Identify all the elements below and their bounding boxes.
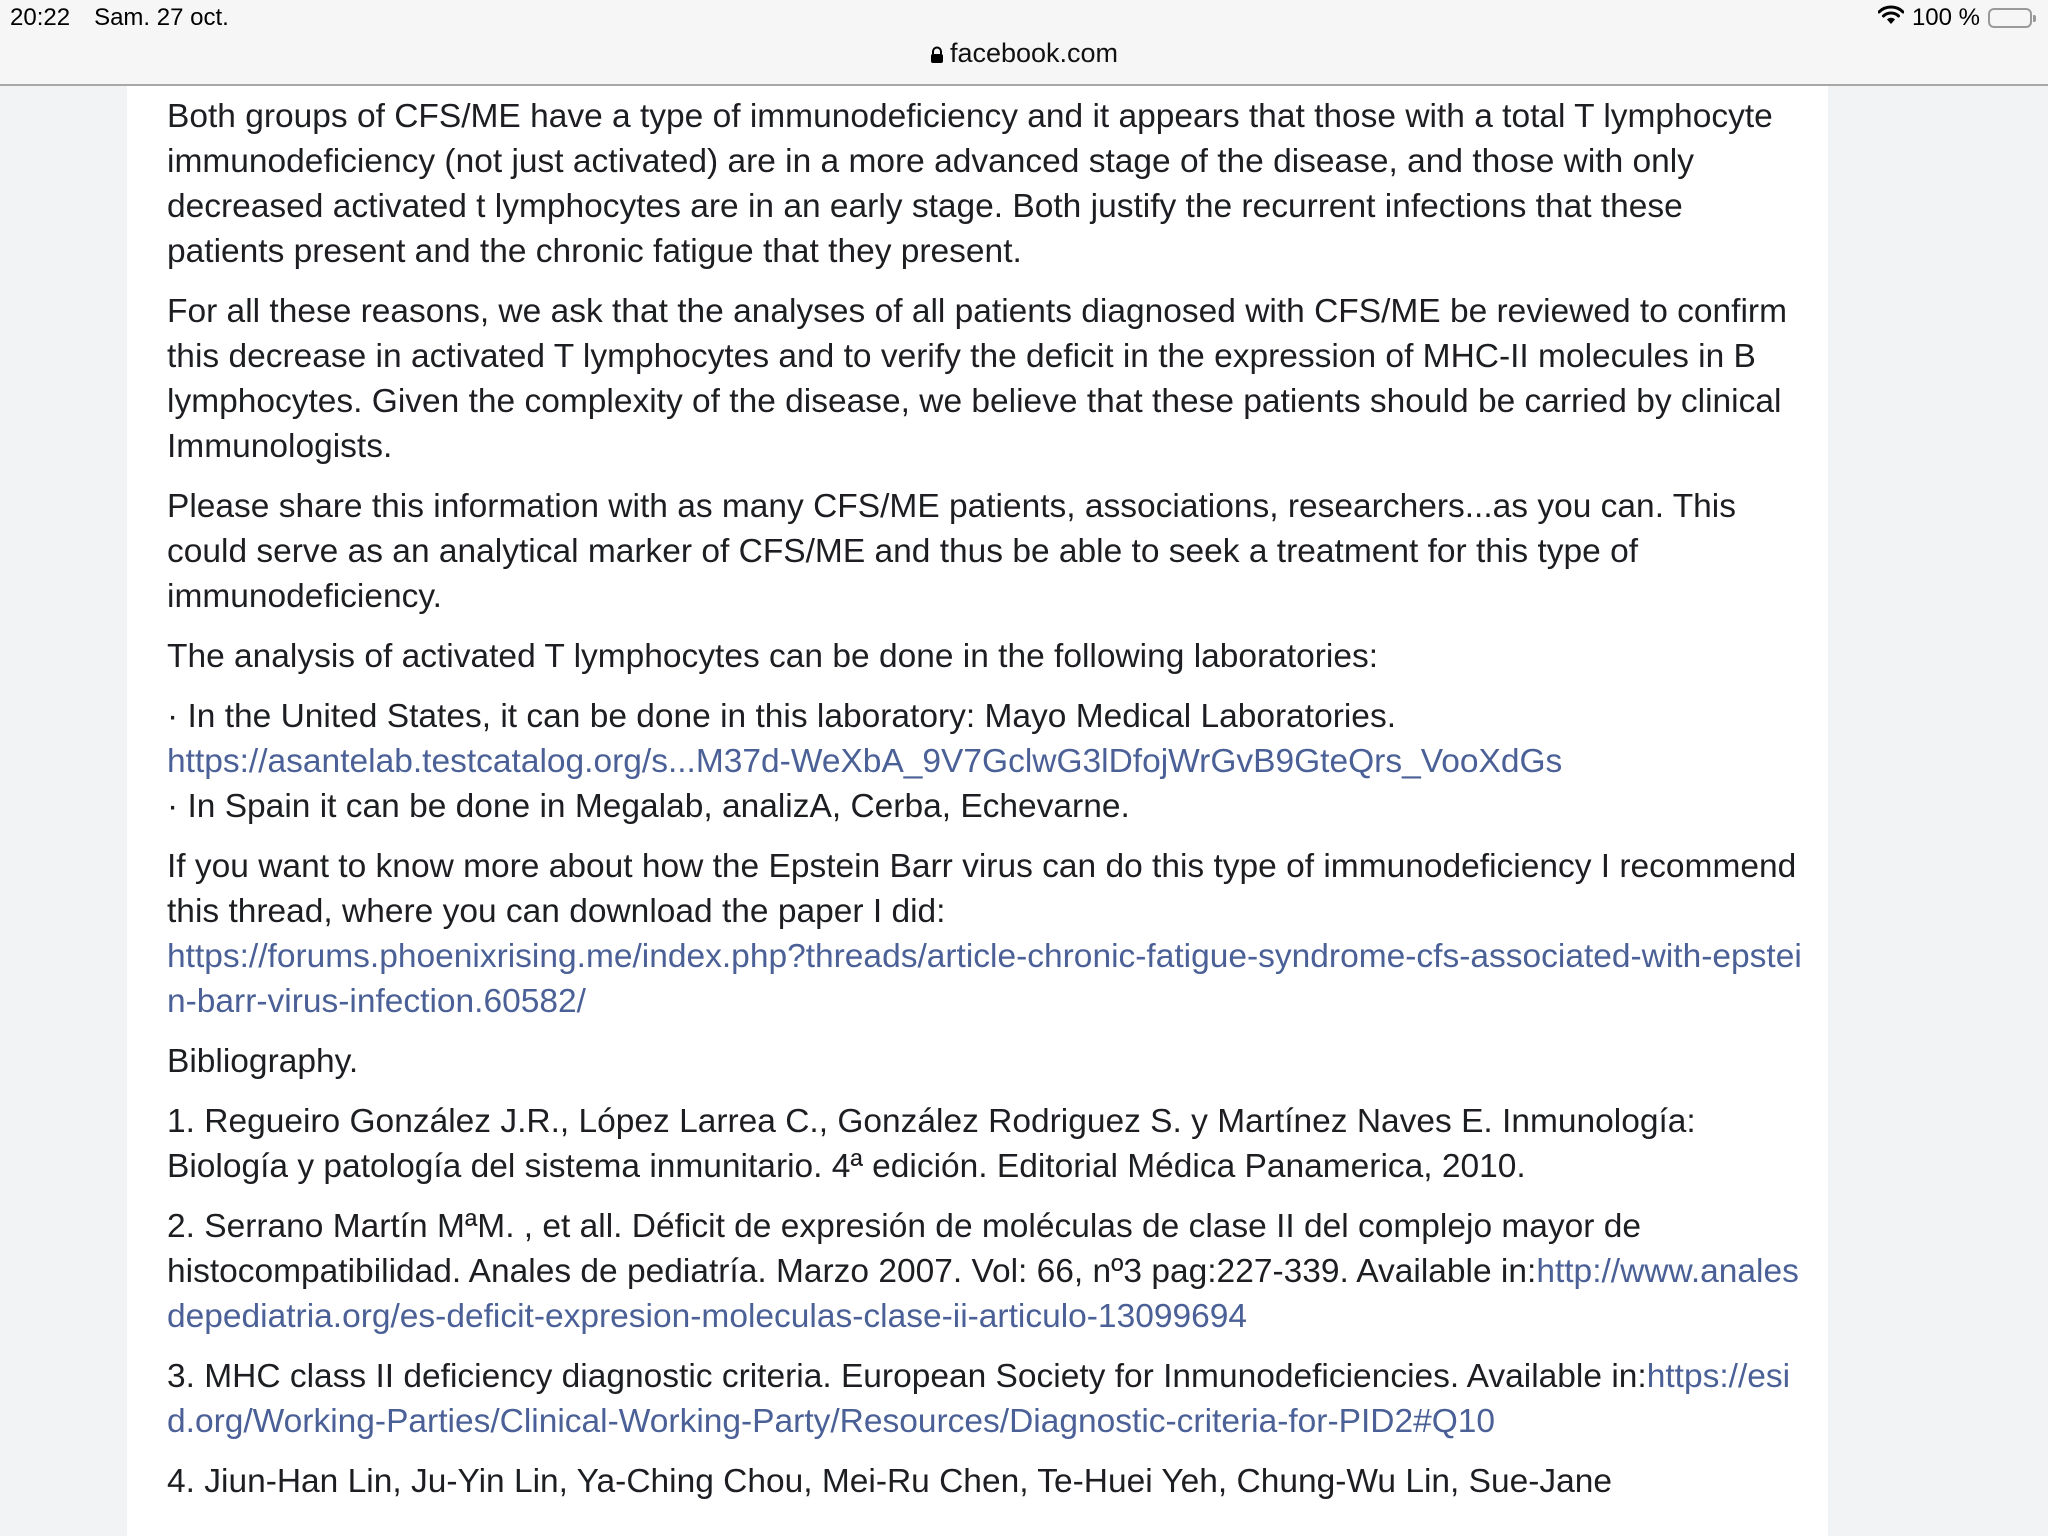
post-content <box>167 94 1807 1519</box>
bibliography-heading: Bibliography. <box>167 1043 359 1080</box>
paragraph-ebv-thread <box>167 844 1807 1024</box>
bibliography-link[interactable]: http://www.analesdepediatria.org/es-deficit-expresion-moleculas-clase-ii-articulo-13099694 <box>167 1253 1799 1335</box>
address-bar[interactable] <box>0 38 2048 71</box>
bibliography-text: 2. Serrano Martín MªM. , et all. Déficit de expresión de moléculas de clase II del complejo mayor de histocompatibilidad. Anales de pediatría. Marzo 2007. Vol: 66, nº3 pag:227-339. Available <box>167 1208 1642 1290</box>
paragraph-review-request: For all these reasons, we ask that the analyses of all patients diagnosed with CFS/ME be reviewed to confirm this decrease in activated T lymphocytes and to verify the deficit in the expression of MHC-II molecules in B lymphocytes. Given the complexity of the disease, we believe that these patients should be carried by clinical Immunologists. <box>167 293 1787 465</box>
bibliography-item <box>167 1099 1807 1189</box>
ebv-text: If you want to know more about how the Epstein Barr virus can do this type of immunodeficiency I recommend this thread, where you can download the paper I did: <box>167 848 1797 930</box>
paragraph-share-request: Please share this information with as many CFS/ME patients, associations, researchers...as you can. This could serve as an analytical marker of CFS/ME and thus be able to seek a treatment for this type of immunodeficiency. <box>167 488 1736 615</box>
bibliography-item <box>167 1459 1807 1504</box>
bibliography-link[interactable]: https://esid.org/Working-Parties/Clinical-Working-Party/Resources/Diagnostic-criteria-for-PID2#Q10 <box>167 1358 1791 1440</box>
battery-percent: 100 % <box>1911 4 1980 31</box>
battery-icon <box>1988 8 2032 28</box>
ebv-thread-link[interactable]: https://forums.phoenixrising.me/index.php?threads/article-chronic-fatigue-syndrome-cfs-associated-with-epstein-barr-virus-infection.60582/ <box>167 938 1802 1020</box>
bibliography-prefix: in: <box>1500 1253 1537 1290</box>
browser-top-bar <box>0 0 2048 86</box>
status-bar-left <box>10 4 229 32</box>
lab-us-text: · In the United States, it can be done in this laboratory: Mayo Medical Laboratories. <box>167 698 1396 735</box>
lab-spain-text: · In Spain it can be done in Megalab, analizA, Cerba, Echevarne. <box>167 788 1130 825</box>
status-bar-right <box>1878 4 2036 32</box>
bibliography-text: 1. Regueiro González J.R., López Larrea C., González Rodriguez S. y Martínez Naves E. Inmunología: Biología y patología del sistema inmunitario. 4ª edición. Editorial Médica Panamerica, 2010. <box>167 1103 1696 1185</box>
wifi-icon <box>1878 4 1904 32</box>
lock-icon <box>930 40 944 71</box>
laboratories-list <box>167 694 1807 829</box>
bibliography-item <box>167 1354 1807 1444</box>
url-domain: facebook.com <box>949 38 1119 68</box>
paragraph-immunodeficiency-groups: Both groups of CFS/ME have a type of immunodeficiency and it appears that those with a total T lymphocyte immunodeficiency (not just activated) are in a more advanced stage of the disease, and those with only decreased activated t lymphocytes are in an early stage. Both justify the recurrent infections that these patients present and the chronic fatigue that they present. <box>167 98 1773 270</box>
post-card <box>127 86 1828 1536</box>
status-time: 20:22 <box>10 4 71 31</box>
lab-us-link[interactable]: https://asantelab.testcatalog.org/s...M37d-WeXbA_9V7GclwG3lDfojWrGvB9GteQrs_VooXdGs <box>167 743 1563 780</box>
bibliography-text: 4. Jiun-Han Lin, Ju-Yin Lin, Ya-Ching Chou, Mei-Ru Chen, Te-Huei Yeh, Chung-Wu Lin, Sue-Jane <box>167 1463 1613 1500</box>
bibliography-item <box>167 1204 1807 1339</box>
paragraph-laboratories-intro: The analysis of activated T lymphocytes can be done in the following laboratories: <box>167 638 1379 675</box>
bibliography-prefix: in: <box>1611 1358 1647 1395</box>
status-date: Sam. 27 oct. <box>94 4 229 31</box>
bibliography-text: 3. MHC class II deficiency diagnostic criteria. European Society for Inmunodeficiencies. Available <box>167 1358 1603 1395</box>
